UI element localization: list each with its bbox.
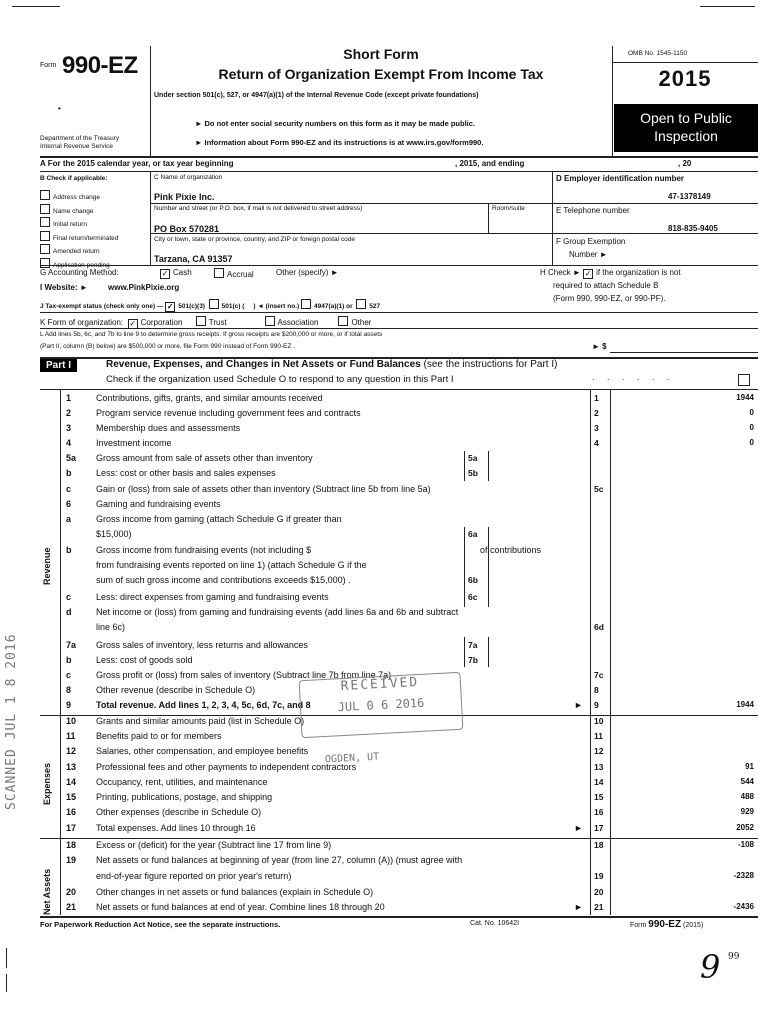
check-initial-return[interactable]: Initial return <box>40 217 118 231</box>
arrow-icon: ► <box>574 700 583 710</box>
short-form: Short Form <box>343 46 419 62</box>
check-name-change[interactable]: Name change <box>40 204 118 218</box>
org-name-label: C Name of organization <box>154 174 223 181</box>
other-specify: Other (specify) ► <box>276 268 339 277</box>
net-assets-side-label: Net Assets <box>42 868 52 915</box>
line-6b-cont2: sum of such gross income and contributions exceeds $15,000) . 6b <box>96 575 478 585</box>
check-address-change[interactable]: Address change <box>40 190 118 204</box>
city-label: City or town, state or province, country, and ZIP or foreign postal code <box>154 236 355 243</box>
line-16: 16 Other expenses (describe in Schedule O) 16 929 <box>66 807 754 817</box>
tax-year: 2015 <box>658 66 712 91</box>
line-l-arrow: ► $ <box>592 342 607 351</box>
line-6b: b Gross income from fundraising events (not including $ of contributions <box>66 545 542 555</box>
line-9: 9 Total revenue. Add lines 1, 2, 3, 4, 5c, 6d, 7c, and 8 ► 9 1944 <box>66 700 754 710</box>
scan-mark <box>6 948 7 968</box>
divider <box>150 233 552 234</box>
org-street[interactable]: PO Box 570281 <box>154 224 220 234</box>
form-word: Form <box>40 62 57 69</box>
divider <box>40 328 758 329</box>
arrow-icon: ► <box>574 823 583 833</box>
divider <box>40 156 758 158</box>
amount-field[interactable]: 2052 <box>736 823 754 832</box>
line-h: H Check ► ✓ if the organization is not <box>540 268 681 278</box>
amount-field[interactable]: 544 <box>740 777 754 786</box>
received-stamp: RECEIVED JUL 0 6 2016 <box>299 672 464 738</box>
check-application-pending[interactable]: Application pending <box>40 258 118 272</box>
amount-field[interactable]: 0 <box>749 438 754 447</box>
ssn-warning: ► Do not enter social security numbers on this form as it may be made public. <box>195 119 475 128</box>
line-3: 3 Membership dues and assessments 3 0 <box>66 423 754 433</box>
amount-field[interactable]: 929 <box>740 807 754 816</box>
check-527[interactable] <box>356 299 366 309</box>
part-tag: Part I <box>40 359 77 372</box>
org-name[interactable]: Pink Pixie Inc. <box>154 192 215 202</box>
arrow-icon: ► <box>574 902 583 912</box>
room-label: Room/suite <box>492 205 525 212</box>
paperwork-notice: For Paperwork Reduction Act Notice, see the separate instructions. <box>40 920 281 929</box>
line-5c: c Gain or (loss) from sale of assets other than inventory (Subtract line 5b from line 5a) 5c <box>66 484 604 494</box>
ein-label: D Employer identification number <box>556 174 685 183</box>
line-20: 20 Other changes in net assets or fund balances (explain in Schedule O) 20 <box>66 887 604 897</box>
line-l-1: L Add lines 5b, 6c, and 7b to line 9 to determine gross receipts. If gross receipts are $200,000 or more, or if total assets <box>40 331 383 338</box>
line-14: 14 Occupancy, rent, utilities, and maintenance 14 544 <box>66 777 754 787</box>
amount-field[interactable]: 0 <box>749 408 754 417</box>
check-schedule-b[interactable]: ✓ <box>584 269 592 278</box>
check-cash[interactable]: ✓ Cash <box>161 268 192 278</box>
check-accrual[interactable]: Accrual <box>214 268 254 279</box>
dot-mark: • <box>58 104 61 113</box>
line-7c: c Gross profit or (loss) from sales of inventory (Subtract line 7b from line 7a) 7c <box>66 670 604 680</box>
section-b-checks <box>40 190 118 271</box>
check-corporation[interactable]: ✓ <box>129 319 136 328</box>
line-a-year: , 20 <box>678 159 692 168</box>
line-5a: 5a Gross amount from sale of assets other than inventory 5a <box>66 453 478 463</box>
line-15: 15 Printing, publications, postage, and shipping 15 488 <box>66 792 754 802</box>
form-title: Return of Organization Exempt From Income Tax <box>218 66 544 82</box>
revenue-side-label: Revenue <box>42 547 52 585</box>
line-h-2: required to attach Schedule B <box>553 281 659 290</box>
dept-irs: Internal Revenue Service <box>40 143 113 150</box>
omb-number: OMB No. 1545-1150 <box>628 50 688 57</box>
dot-leader: . . . . . . <box>592 372 675 382</box>
group-exemption-number-label: Number ► <box>569 250 608 259</box>
ein-value[interactable]: 47-1378149 <box>668 192 711 201</box>
amount-field[interactable]: 0 <box>749 423 754 432</box>
line-8: 8 Other revenue (describe in Schedule O) 8 <box>66 685 599 695</box>
divider <box>552 233 758 234</box>
amount-field[interactable]: -2328 <box>733 871 754 880</box>
line-13: 13 Professional fees and other payments to independent contractors 13 91 <box>66 762 754 772</box>
line-11: 11 Benefits paid to or for members 11 <box>66 731 603 741</box>
amount-field[interactable]: -108 <box>737 840 754 849</box>
line-g-label: G Accounting Method: <box>40 268 119 277</box>
line-6: 6 Gaming and fundraising events <box>66 499 221 509</box>
schedule-o-checkbox[interactable] <box>738 374 750 386</box>
line-6c: c Less: direct expenses from gaming and fundraising events 6c <box>66 592 478 602</box>
open-public-inspection: Open to Public Inspection <box>614 104 758 152</box>
line-a-label: A For the 2015 calendar year, or tax year beginning <box>40 159 234 168</box>
amount-field[interactable]: 1944 <box>736 700 754 709</box>
under-section: Under section 501(c), 527, or 4947(a)(1) of the Internal Revenue Code (except private foundations) <box>154 92 479 99</box>
line-10: 10 Grants and similar amounts paid (list in Schedule O) 10 <box>66 716 604 726</box>
check-association[interactable] <box>265 316 275 326</box>
divider <box>612 62 758 63</box>
cat-number: Cat. No. 10642I <box>470 920 520 927</box>
line-5b: b Less: cost or other basis and sales expenses 5b <box>66 468 478 478</box>
schedule-o-check-line: Check if the organization used Schedule O to respond to any question in this Part I <box>106 374 454 385</box>
line-2: 2 Program service revenue including government fees and contracts 2 0 <box>66 408 754 418</box>
footer-form: Form 990-EZ (2015) <box>630 919 704 930</box>
line-4: 4 Investment income 4 0 <box>66 438 754 448</box>
check-4947[interactable] <box>301 299 311 309</box>
line-l-amount-field[interactable] <box>610 352 758 353</box>
line-17: 17 Total expenses. Add lines 10 through 16 ► 17 2052 <box>66 823 754 833</box>
divider <box>40 171 758 172</box>
line-j: J Tax-exempt status (check only one) — ✓ 501(c)(3) 501(c) ( ) ◄ (insert no.) 4947(a)(1) or 527 <box>40 299 380 312</box>
divider <box>552 203 758 204</box>
check-501c3[interactable]: ✓ <box>166 302 174 311</box>
divider <box>40 265 758 266</box>
divider <box>40 312 758 313</box>
handwritten-mark: 9 <box>700 948 721 986</box>
amount-field[interactable]: 1944 <box>736 393 754 402</box>
line-12: 12 Salaries, other compensation, and employee benefits 12 <box>66 746 604 756</box>
part-title: Revenue, Expenses, and Changes in Net Assets or Fund Balances (see the instructions for Part I) <box>106 359 558 370</box>
line-6a-cont: $15,000) 6a <box>96 529 478 539</box>
line-6d: d Net income or (loss) from gaming and fundraising events (add lines 6a and 6b and subtract <box>66 607 459 617</box>
line-l-2: (Part II, column (B) below) are $500,000 or more, file Form 990 instead of Form 990-EZ . <box>40 343 296 350</box>
amount-field[interactable]: -2436 <box>733 902 754 911</box>
street-label: Number and street (or P.O. box, if mail is not delivered to street address) <box>154 205 363 212</box>
line-7b: b Less: cost of goods sold 7b <box>66 655 478 665</box>
check-501c[interactable] <box>209 299 219 309</box>
phone-value[interactable]: 818-835-9405 <box>668 224 718 233</box>
divider <box>150 203 552 204</box>
check-other[interactable] <box>338 316 348 326</box>
section-b-label: B Check if applicable: <box>40 175 108 182</box>
check-trust[interactable] <box>196 316 206 326</box>
line-18: 18 Excess or (deficit) for the year (Subtract line 17 from line 9) 18 -108 <box>66 840 754 850</box>
org-city[interactable]: Tarzana, CA 91357 <box>154 254 233 264</box>
scan-mark <box>6 974 7 992</box>
corner-mark <box>700 6 755 7</box>
line-k: K Form of organization: ✓ Corporation Trust Association Other <box>40 318 372 328</box>
divider <box>150 171 151 265</box>
line-1: 1 Contributions, gifts, grants, and similar amounts received 1 1944 <box>66 393 754 403</box>
amount-field[interactable]: 91 <box>745 762 754 771</box>
form-number: 990-EZ <box>62 52 138 79</box>
scanned-stamp: SCANNED JUL 1 8 2016 <box>4 633 19 810</box>
line-6a: a Gross income from gaming (attach Schedule G if greater than <box>66 514 342 524</box>
check-final-return[interactable]: Final return/terminated <box>40 231 118 245</box>
divider <box>488 203 489 233</box>
group-exemption-label: F Group Exemption <box>556 237 626 246</box>
divider <box>150 46 151 156</box>
website-value[interactable]: www.PinkPixie.org <box>108 283 180 292</box>
ogden-stamp: OGDEN, UT <box>324 751 380 766</box>
line-19: 19 Net assets or fund balances at beginning of year (from line 27, column (A)) (must agree with <box>66 855 463 865</box>
line-7a: 7a Gross sales of inventory, less returns and allowances 7a <box>66 640 478 650</box>
line-a-ending: , 2015, and ending <box>455 159 525 168</box>
dept-treasury: Department of the Treasury <box>40 135 120 142</box>
line-6d-cont: line 6c) 6d <box>96 622 604 632</box>
website-label: I Website: ► <box>40 283 88 292</box>
corner-mark <box>12 6 60 7</box>
line-21: 21 Net assets or fund balances at end of year. Combine lines 18 through 20 ► 21 -2436 <box>66 902 754 912</box>
amount-field[interactable]: 488 <box>740 792 754 801</box>
line-h-3: (Form 990, 990-EZ, or 990-PF). <box>553 294 666 303</box>
expenses-side-label: Expenses <box>42 762 52 805</box>
line-6b-cont: from fundraising events reported on line 1) (attach Schedule G if the <box>96 560 367 570</box>
section-divider <box>40 838 758 839</box>
divider <box>552 171 553 265</box>
divider <box>40 389 758 390</box>
info-line: ► Information about Form 990-EZ and its instructions is at www.irs.gov/form990. <box>195 138 484 147</box>
line-19-cont: end-of-year figure reported on prior year's return) 19 -2328 <box>96 871 754 881</box>
handwritten-superscript: 99 <box>728 952 740 962</box>
divider <box>40 916 758 918</box>
check-amended-return[interactable]: Amended return <box>40 244 118 258</box>
phone-label: E Telephone number <box>556 206 630 215</box>
